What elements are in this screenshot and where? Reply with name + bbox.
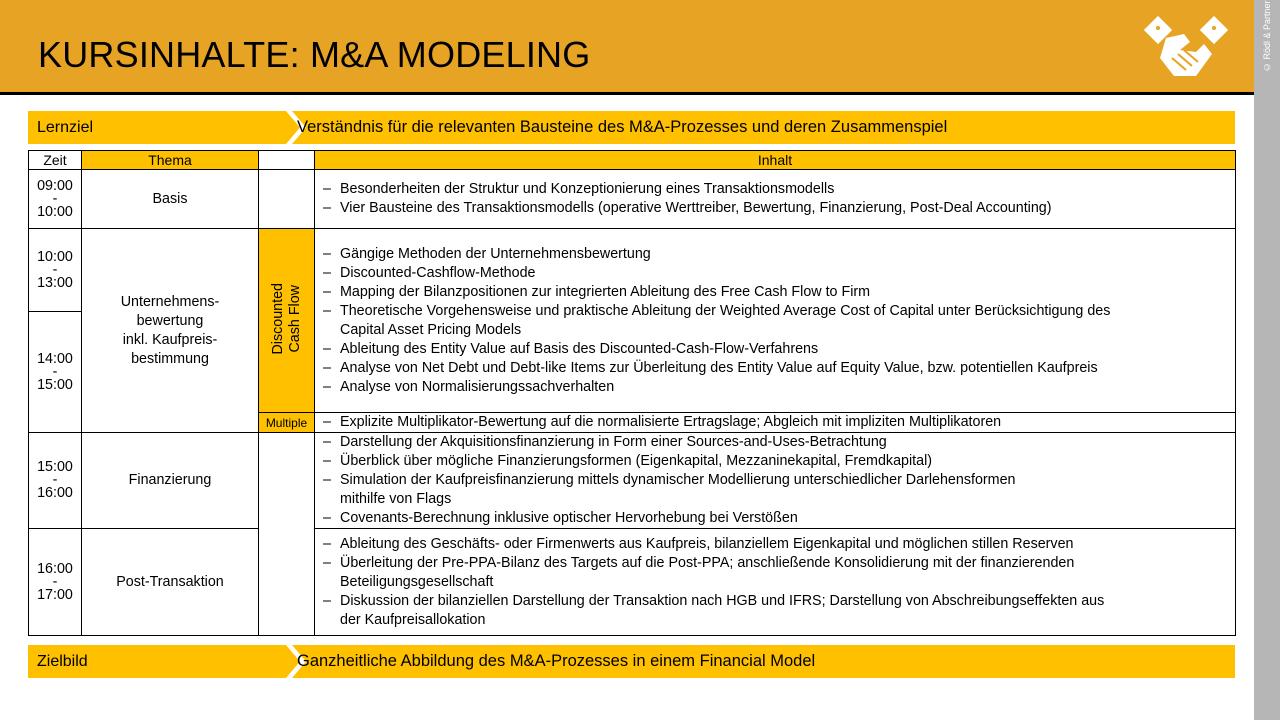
list-item-continuation: mithilfe von Flags	[340, 491, 452, 507]
inhalt-cell	[315, 433, 1236, 529]
list-item: – Simulation der Kaufpreisfinanzierung mittels dynamischer Modellierung unterschiedlicher Darlehensformen	[323, 471, 1235, 490]
time-end: 17:00	[37, 586, 73, 603]
list-item: – Discounted-Cashflow-Methode	[323, 264, 1235, 283]
list-item: – Mapping der Bilanzpositionen zur integrierten Ableitung des Free Cash Flow to Firm	[323, 283, 1235, 302]
thema-label: bestimmung	[131, 350, 209, 367]
time-cell	[29, 229, 82, 312]
thema-label: inkl. Kaufpreis-	[122, 331, 218, 348]
list-item: – Besonderheiten der Struktur und Konzeptionierung eines Transaktionsmodells	[323, 180, 1235, 199]
list-item: – Explizite Multiplikator-Bewertung auf die normalisierte Ertragslage; Abgleich mit impliziten Multiplikatoren	[323, 413, 1235, 432]
table-row	[29, 170, 1236, 229]
copyright-text: © Rödl & Partner	[1262, 0, 1272, 72]
thema-cell	[82, 170, 259, 229]
method-multiple-cell	[259, 413, 315, 433]
thema-label: Unternehmens-	[120, 293, 220, 310]
header-inhalt: Inhalt	[315, 151, 1236, 170]
inhalt-cell	[315, 413, 1236, 433]
table-row	[29, 229, 1236, 312]
list-item: – Diskussion der bilanziellen Darstellung der Transaktion nach HGB und IFRS; Darstellung von Abschreibungseffekten aus	[323, 592, 1235, 611]
list-item: – Überblick über mögliche Finanzierungsformen (Eigenkapital, Mezzaninekapital, Fremdkapital)	[323, 452, 1235, 471]
method-dcf-label	[270, 283, 304, 355]
method-dcf-cell	[259, 229, 315, 413]
inhalt-cell	[315, 170, 1236, 229]
time-sep: -	[52, 190, 58, 207]
time-end: 10:00	[37, 203, 73, 220]
page-title: KURSINHALTE: M&A MODELING	[38, 34, 591, 75]
list-item: – Vier Bausteine des Transaktionsmodells (operative Werttreiber, Bewertung, Finanzierung, Post-Deal Accounting)	[323, 199, 1235, 218]
lernziel-band	[28, 111, 1235, 144]
list-item-continued	[323, 321, 1235, 340]
list-item: – Covenants-Berechnung inklusive optischer Hervorhebung bei Verstößen	[323, 509, 1235, 528]
time-start: 09:00	[37, 177, 73, 194]
time-sep: -	[52, 363, 58, 380]
thema-label: Basis	[152, 190, 188, 207]
time-cell	[29, 170, 82, 229]
time-end: 16:00	[37, 485, 73, 501]
list-item: – Gängige Methoden der Unternehmensbewertung	[323, 245, 1235, 264]
zielbild-band	[28, 645, 1235, 678]
thema-label: Post-Transaktion	[116, 573, 224, 590]
time-start: 16:00	[37, 560, 73, 577]
time-cell	[29, 312, 82, 433]
list-item: – Analyse von Net Debt und Debt-like Items zur Überleitung des Entity Value auf Equity Value, bzw. potentiellen Kaufpreis	[323, 359, 1235, 378]
time-end: 13:00	[37, 274, 73, 291]
thema-cell	[82, 229, 259, 433]
list-item-continued	[323, 490, 1235, 509]
list-item-continued	[323, 573, 1235, 592]
inhalt-cell	[315, 229, 1236, 413]
time-cell	[29, 529, 82, 636]
thema-cell	[82, 529, 259, 636]
time-start: 10:00	[37, 248, 73, 265]
table-row	[29, 529, 1236, 636]
method-label-line: Cash Flow	[286, 284, 303, 353]
handshake-icon	[1140, 14, 1232, 86]
list-item-continuation: Beteiligungsgesellschaft	[340, 573, 494, 590]
time-sep: -	[52, 472, 58, 488]
list-item: – Ableitung des Entity Value auf Basis des Discounted-Cash-Flow-Verfahrens	[323, 340, 1235, 359]
header-thema: Thema	[82, 151, 259, 170]
method-label-line: Discounted	[269, 282, 286, 355]
table-row	[29, 433, 1236, 529]
time-end: 15:00	[37, 376, 73, 393]
zielbild-text: Ganzheitliche Abbildung des M&A-Prozesses in einem Financial Model	[297, 652, 816, 670]
method-multiple-label: Multiple	[265, 415, 308, 430]
table-header-row	[29, 151, 1236, 170]
time-sep: -	[52, 573, 58, 590]
method-cell-empty	[259, 433, 315, 636]
method-cell-empty	[259, 170, 315, 229]
time-start: 15:00	[37, 459, 73, 475]
list-item: – Theoretische Vorgehensweise und praktische Ableitung der Weighted Average Cost of Capital unter Berücksichtigung des	[323, 302, 1235, 321]
list-item: – Darstellung der Akquisitionsfinanzierung in Form einer Sources-and-Uses-Betrachtung	[323, 433, 1235, 452]
thema-label: Finanzierung	[128, 472, 212, 488]
header-empty	[259, 151, 315, 170]
side-strip	[1254, 0, 1280, 720]
zielbild-label: Zielbild	[37, 653, 88, 670]
list-item: – Überleitung der Pre-PPA-Bilanz des Targets auf die Post-PPA; anschließende Konsolidierung mit der finanzierenden	[323, 554, 1235, 573]
list-item-continuation: der Kaufpreisallokation	[340, 611, 486, 628]
list-item-continued	[323, 611, 1235, 630]
thema-label: bewertung	[136, 312, 204, 329]
time-start: 14:00	[37, 350, 73, 367]
list-item-continuation: Capital Asset Pricing Models	[340, 321, 522, 338]
inhalt-cell	[315, 529, 1236, 636]
lernziel-label: Lernziel	[37, 119, 94, 136]
header-zeit: Zeit	[29, 151, 82, 170]
course-table	[28, 150, 1236, 636]
time-cell	[29, 433, 82, 529]
list-item: – Analyse von Normalisierungssachverhalten	[323, 378, 1235, 397]
time-sep: -	[52, 261, 58, 278]
list-item: – Ableitung des Geschäfts- oder Firmenwerts aus Kaufpreis, bilanziellem Eigenkapital und möglichen stillen Reserven	[323, 535, 1235, 554]
header-divider	[0, 92, 1254, 95]
thema-cell	[82, 433, 259, 529]
lernziel-text: Verständnis für die relevanten Bausteine des M&A-Prozesses und deren Zusammenspiel	[297, 118, 948, 136]
